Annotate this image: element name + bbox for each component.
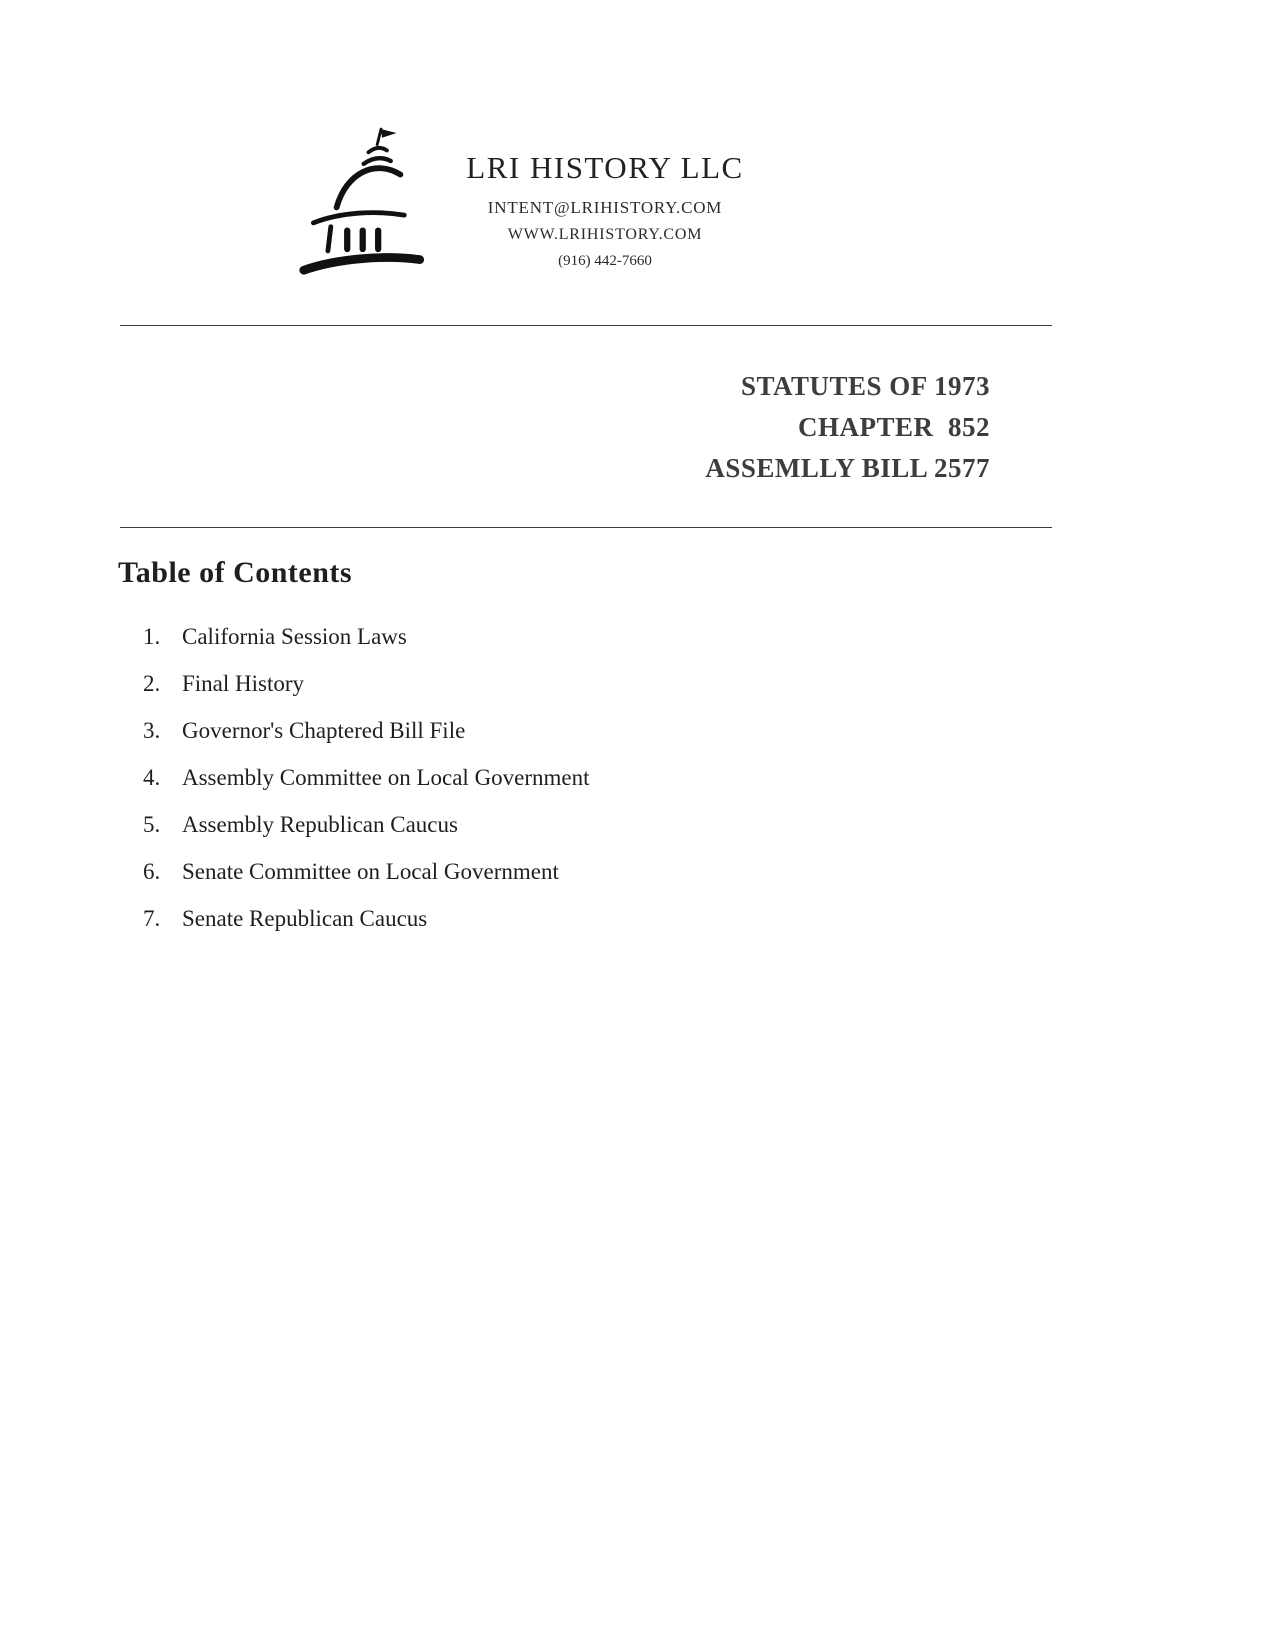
toc-heading: Table of Contents	[118, 556, 353, 589]
statute-title-line-3: ASSEMLLY BILL 2577	[705, 453, 990, 483]
toc-item: Senate Committee on Local Government	[182, 859, 559, 884]
toc-item: Final History	[182, 671, 305, 696]
toc-item: Governor's Chaptered Bill File	[182, 718, 466, 743]
contact-email: INTENT@LRIHISTORY.COM	[487, 198, 723, 217]
statute-title-block	[705, 366, 990, 489]
toc-item: California Session Laws	[182, 624, 407, 649]
letterhead	[435, 150, 775, 270]
capitol-logo-icon	[296, 122, 441, 287]
contact-phone: (916) 442-7660	[558, 253, 652, 269]
toc-item: Senate Republican Caucus	[182, 906, 428, 931]
divider-top	[120, 325, 1052, 326]
statute-title-line-1: STATUTES OF 1973	[740, 371, 990, 401]
statute-title-line-2: CHAPTER 852	[797, 412, 990, 442]
company-name: LRI HISTORY LLC	[466, 150, 744, 185]
divider-bottom	[120, 527, 1052, 528]
toc-item: Assembly Republican Caucus	[182, 812, 458, 837]
toc-list	[143, 624, 590, 953]
toc-item: Assembly Committee on Local Government	[182, 765, 590, 790]
contact-website: WWW.LRIHISTORY.COM	[507, 226, 703, 243]
